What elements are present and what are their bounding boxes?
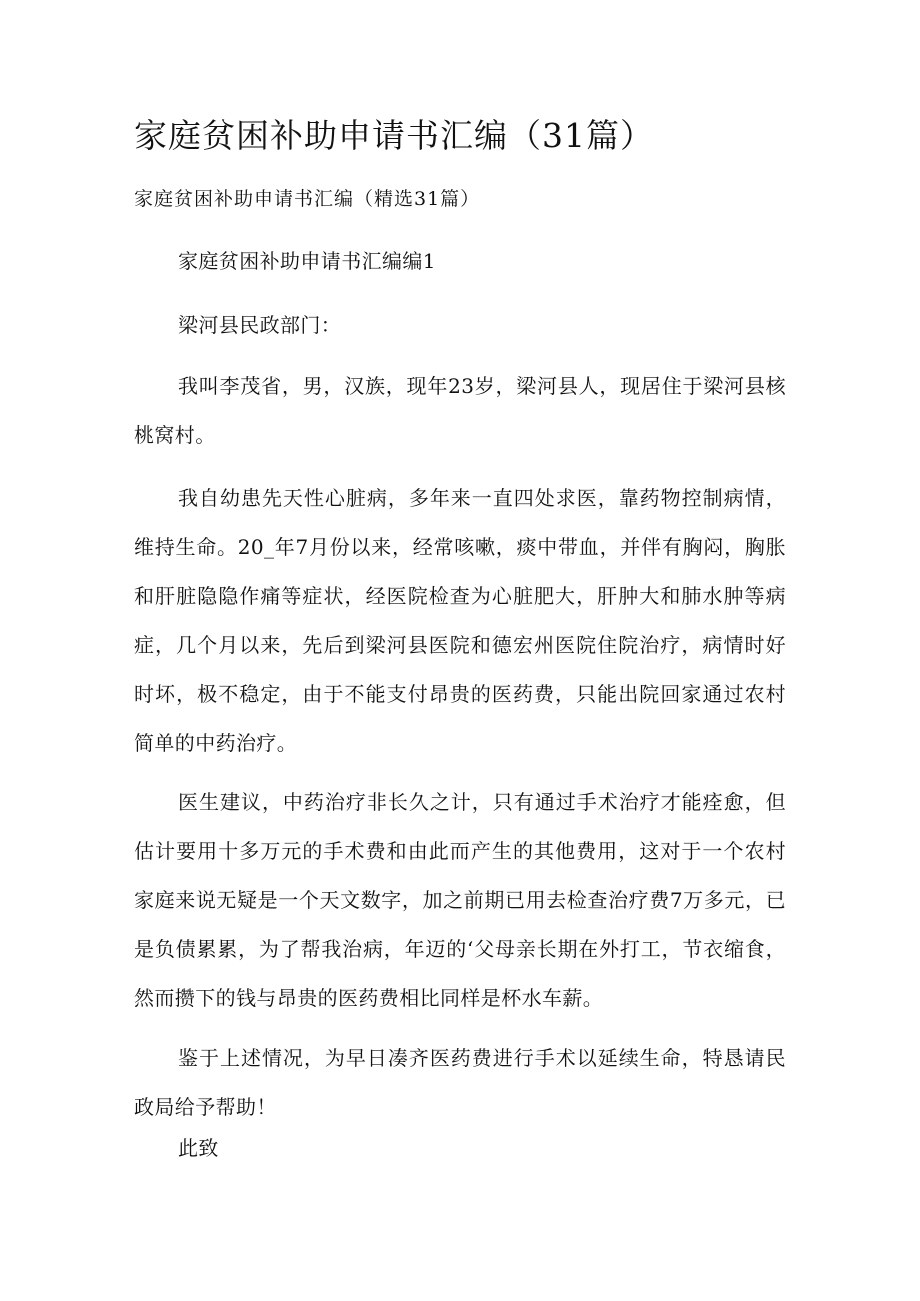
- document-subtitle: 家庭贫困补助申请书汇编（精选31篇）: [134, 188, 481, 210]
- paragraph-request: 鉴于上述情况，为早日凑齐医药费进行手术以延续生命，特恳请民政局给予帮助！: [134, 1046, 786, 1119]
- paragraph-advice: 医生建议，中药治疗非长久之计，只有通过手术治疗才能痊愈，但估计要用十多万元的手术费和由此而产生的其他费用，这对于一个农村家庭来说无疑是一个天文数字，加之前期已用去检查治疗费7万多元，已是负债累累，为了帮我治病，年迈的‘父母亲长期在外打工，节衣缩食，然而攒下的钱与昂贵的医药费相比同样是杯水车薪。: [134, 790, 786, 1010]
- document-title: 家庭贫困补助申请书汇编（31篇）: [134, 116, 654, 155]
- paragraph-intro: 我叫李茂省，男，汉族，现年23岁，梁河县人，现居住于梁河县核桃窝村。: [134, 374, 786, 447]
- closing-salutation: 此致: [178, 1136, 219, 1160]
- addressee: 梁河县民政部门：: [178, 313, 342, 337]
- section-heading: 家庭贫困补助申请书汇编编1: [178, 249, 436, 273]
- paragraph-illness: 我自幼患先天性心脏病，多年来一直四处求医，靠药物控制病情，维持生命。20_年7月份以来，经常咳嗽，痰中带血，并伴有胸闷，胸胀和肝脏隐隐作痛等症状，经医院检查为心脏肥大，肝肿大和肺水肿等病症，几个月以来，先后到梁河县医院和德宏州医院住院治疗，病情时好时坏，极不稳定，由于不能支付昂贵的医药费，只能出院回家通过农村简单的中药治疗。: [134, 486, 786, 755]
